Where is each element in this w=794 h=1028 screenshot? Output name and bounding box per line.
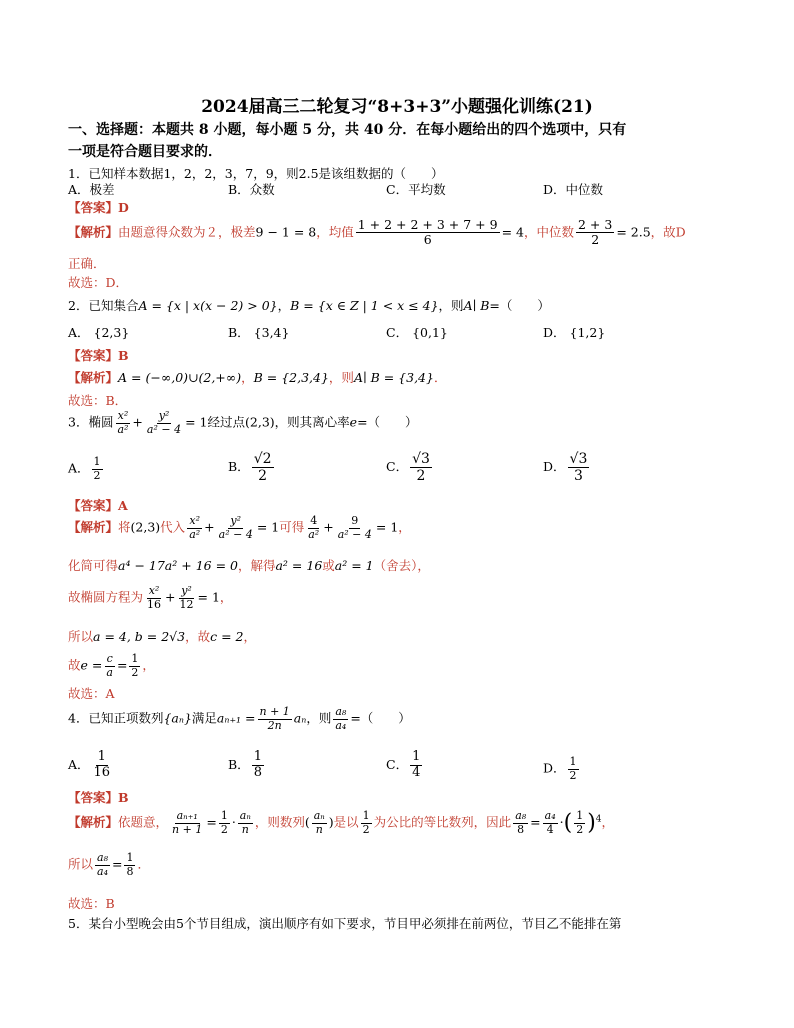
fraction-denominator: 2n [267,718,282,732]
fraction-numerator: 1 [569,755,577,768]
fraction-denominator: a² − 4 [146,422,182,436]
fraction-numerator: c [106,652,113,665]
option-label: D． [543,760,566,776]
section-heading-line-1: 一、选择题：本题共 8 小题，每小题 5 分，共 40 分．在每小题给出的四个选项中，只有 [68,122,627,138]
stem-text: 2．已知集合 [68,298,139,313]
target-ratio [333,706,348,732]
math-set-b: B = {x ∈ Z | 1 < x ≤ 4} [290,298,439,313]
question-3-stem: 3．椭圆 $\frac{\text{x²}}{\text{a²}}$ + $\frac{\text{y²}}{\text{a² − 4}}$ = 1经过点(2,3)，则其离心率e=（ ） [68,409,418,436]
analysis-text: ， [601,814,615,830]
fraction-numerator: y² [158,409,170,422]
question-1-analysis-line-2: 正确． [68,256,106,271]
stem-text: =（ ） [357,414,418,430]
answer-value: A [118,498,128,513]
option-fraction [568,756,579,782]
section-heading-line-2: 一项是符合题目要求的． [68,144,222,160]
math-equals-one: = 1 [185,414,208,430]
analysis-text: 代入 [160,519,186,535]
substituted-x-term [306,515,321,541]
analysis-text: ， [398,519,411,535]
fraction-denominator: 2 [569,768,577,782]
option-fraction [410,451,432,484]
math-equals-one: = 1 [256,519,280,535]
lhs-fraction [170,810,204,836]
fraction-numerator: 1 [126,851,134,864]
fraction-denominator: 4 [412,764,421,780]
fraction-denominator: n [315,822,323,836]
analysis-label: 【解析】 [68,814,119,830]
ratio-half [361,810,372,836]
stem-text: 经过点 [207,414,246,430]
analysis-text: 可得 [279,519,305,535]
fraction-denominator: 2 [362,822,370,836]
question-3-option-a [68,456,105,482]
question-2-option-b [228,323,289,341]
fraction-denominator: a² − 4 [337,527,372,541]
fraction-denominator: 8 [126,864,134,878]
power-base [574,810,585,836]
analysis-text: 依题意， [118,814,169,830]
answer-value: B [118,348,129,363]
answer-value: B [118,790,129,805]
fraction-denominator: 2 [131,665,139,679]
question-1-stem: 1．已知样本数据1，2，2，3，7，9，则2.5是该组数据的（ ） [68,166,444,181]
answer-label: 【答案】 [68,348,119,363]
fraction-denominator: 2 [576,822,584,836]
stem-text: =（ ） [489,298,550,313]
fraction-numerator: 1 [412,749,421,764]
question-2-option-a [68,323,129,341]
option-label: A． [68,325,90,340]
question-3-analysis-line-4 [68,627,256,645]
ellipse-x-term [187,515,202,541]
fraction-numerator: x² [148,584,160,597]
option-label: A． [68,756,90,772]
option-label: D． [543,459,566,475]
question-4-option-b [228,750,266,781]
math-set-a: A = {x | x(x − 2) > 0} [138,298,278,313]
question-3-answer [68,496,128,514]
math-exponent: 4 [595,814,602,825]
fraction-denominator: 16 [93,764,111,780]
math-range: 9 − 1 = 8 [255,224,317,240]
fraction-numerator: 2 + 3 [578,217,613,232]
answer-value: D [118,200,129,215]
fraction-denominator: 8 [253,764,262,780]
question-3-analysis-line-3: 故椭圆方程为 $\frac{\text{x²}}{16}$ + $\frac{\text{y²}}{12}$ = 1， [68,584,233,611]
analysis-text: 故椭圆方程为 [68,589,144,605]
rhs-fraction [238,810,253,836]
math-sequence: {aₙ} [163,710,192,726]
analysis-text: 所以 [68,856,94,872]
question-3-analysis-line-1: 【解析】将(2,3)代入 $\frac{\text{x²}}{\text{a²}}$ + $\frac{\text{y²}}{\text{a² − 4}}$ = 1可得 $\frac{4}{\text{a²}}$ + $\frac{9}{\text{a² − 4}}$ = 1， [68,514,411,541]
fraction-denominator: 12 [179,597,194,611]
fraction-denominator: 2 [258,468,268,485]
analysis-text: ， [142,657,155,673]
fraction-denominator: 4 [546,822,554,836]
option-label: B． [228,459,250,475]
fraction-numerator: 1 [253,749,262,764]
fraction-denominator: a² [308,527,320,541]
fraction-numerator: y² [181,584,192,597]
question-3-analysis-line-5 [68,653,155,679]
fraction-numerator: 9 [351,514,359,527]
sequence-fraction [312,810,327,836]
question-3-analysis-line-2 [68,556,430,574]
question-1-answer [68,198,129,216]
option-fraction [568,451,590,484]
option-label: C． [386,756,409,772]
fraction-numerator: x² [117,409,129,422]
analysis-text: ，则数列 [254,814,305,830]
option-label: C． [386,325,409,340]
analysis-text: ， [241,370,254,385]
question-2-choice: 故选：B． [68,393,128,408]
math-median: = 2.5 [616,224,651,240]
math-quartic: a⁴ − 17a² + 16 = 0 [118,558,238,573]
analysis-text: ． [137,856,150,872]
question-1-option-d: D．中位数 [543,182,604,197]
option-label: B． [228,325,250,340]
math-recurrence-rhs: aₙ [293,710,307,726]
stem-text: ， [277,298,291,313]
analysis-text: 所以 [68,629,94,644]
math-ab: a = 4, b = 2√3 [93,629,186,644]
question-4-option-a [68,750,114,781]
question-1-analysis-line-1 [68,218,686,248]
fraction-numerator: 1 [97,749,106,764]
fraction-numerator: 1 [131,652,139,665]
fraction-numerator: aₙ [313,809,325,822]
question-3-option-d [543,451,591,484]
fraction-denominator: a₄ [335,718,347,732]
option-fraction [252,451,274,484]
option-value: {1,2} [569,325,606,340]
answer-label: 【答案】 [68,200,119,215]
fraction-denominator: 2 [416,468,426,485]
math-point: (2,3) [245,414,275,430]
fraction-numerator: n + 1 [259,705,290,718]
analysis-text: ， [243,629,256,644]
fraction-numerator: √2 [253,451,272,467]
question-2-option-d [543,323,605,341]
half-fraction [219,810,230,836]
stem-text: 满足 [191,710,217,726]
fraction-denominator: 8 [517,822,525,836]
math-point: (2,3) [130,519,161,535]
question-3-option-c [386,451,434,484]
question-2-analysis [68,368,446,386]
stem-text: ，则其离心率 [274,414,350,430]
question-2-option-c [386,323,448,341]
question-4-analysis-line-2 [68,852,150,878]
math-intersection-result: A∣ B = {3,4} [353,370,434,385]
option-value: {0,1} [412,325,448,340]
fraction-denominator: n [241,822,249,836]
math-equals: = [530,814,541,830]
analysis-text: 故 [68,657,81,673]
math-dot: · [231,814,236,830]
target-ratio [95,852,110,878]
question-4-option-d [543,756,581,782]
ellipse-y-term [178,585,196,611]
math-root-2: a² = 1 [334,558,374,573]
option-label: D． [543,325,566,340]
analysis-text: 或 [322,558,335,573]
ellipse-y-term [217,515,255,541]
a4-over-4 [543,810,558,836]
fraction-numerator: 1 [93,455,101,468]
math-intersection: A∣ B [463,298,490,313]
fraction-numerator: 1 + 2 + 2 + 3 + 7 + 9 [357,217,498,232]
fraction-numerator: 4 [310,514,318,527]
analysis-text: 将 [118,519,131,535]
option-label: A． [68,460,90,476]
ellipse-y-term [145,410,183,436]
mean-fraction [356,218,500,248]
fraction-denominator: 2 [591,232,600,248]
a8-over-8 [513,810,528,836]
math-eccentricity: e [349,414,358,430]
fraction-numerator: 1 [576,809,584,822]
math-equals: = [206,814,217,830]
option-fraction [252,750,264,781]
answer-label: 【答案】 [68,498,119,513]
fraction-denominator: 6 [423,232,432,248]
question-1-option-a: A．极差 [68,182,115,197]
question-4-choice: 故选：B [68,896,115,911]
analysis-text: ． [433,370,447,385]
option-label: B． [228,756,250,772]
question-2-answer [68,346,129,364]
option-fraction [410,750,422,781]
fraction-numerator: √3 [412,451,430,467]
question-2-stem [68,296,550,314]
ratio-fraction [104,653,115,679]
stem-text: ，则 [438,298,464,313]
question-1-choice: 故选：D． [68,275,129,290]
question-3-option-b [228,451,276,484]
result-fraction [124,852,135,878]
math-equals: = [116,657,128,673]
fraction-denominator: a² [117,422,129,436]
fraction-denominator: a² [189,527,201,541]
analysis-text: ，故D [650,224,686,240]
math-equals-one: = 1 [375,519,399,535]
fraction-denominator: a [106,665,113,679]
math-recurrence-lhs: aₙ₊₁ = [216,710,256,726]
option-label: C． [386,459,409,475]
fraction-numerator: a₈ [97,851,108,864]
fraction-numerator: a₄ [544,809,556,822]
math-equals-one: = 1 [197,589,220,605]
analysis-label: 【解析】 [68,519,119,535]
question-4-answer [68,788,129,806]
fraction-numerator: a₈ [515,809,527,822]
fraction-numerator: x² [189,514,200,527]
page-title: 2024届高三二轮复习“8+3+3”小题强化训练(21) [201,97,593,117]
median-fraction [576,218,614,248]
result-fraction [129,653,140,679]
stem-text: ，则 [306,710,332,726]
fraction-numerator: √3 [569,451,588,467]
fraction-denominator: n + 1 [172,822,203,836]
ellipse-x-term [145,585,163,611]
analysis-text: ，中位数 [523,224,574,240]
analysis-text: 是以 [333,814,359,830]
substituted-y-term [336,515,374,541]
fraction-denominator: 2 [93,468,101,482]
option-value: {3,4} [253,325,290,340]
fraction-numerator: a₈ [335,705,347,718]
math-set-a-solved: A = (−∞,0)∪(2,+∞) [118,370,242,385]
option-fraction [92,750,113,781]
fraction-denominator: 2 [220,822,228,836]
fraction-numerator: aₙ [239,809,251,822]
question-5-stem: 5．某台小型晚会由5个节目组成，演出顺序有如下要求，节目甲必须排在前两位，节目乙不能排在第 [68,916,622,931]
analysis-text: ，均值 [316,224,354,240]
fraction-numerator: aₙ₊₁ [176,809,198,822]
analysis-label: 【解析】 [68,370,119,385]
analysis-label: 【解析】 [68,224,119,240]
fraction-denominator: a² − 4 [218,527,253,541]
math-root-1: a² = 16 [275,558,323,573]
stem-text: =（ ） [350,710,411,726]
fraction-denominator: 16 [147,597,162,611]
analysis-text: 化简可得 [68,558,119,573]
fraction-denominator: 3 [573,468,583,485]
stem-text: 4．已知正项数列 [68,710,164,726]
question-4-analysis-line-1: 【解析】依题意， $\frac{\text{aₙ₊₁}}{n + 1}$ = $\frac{1}{2}$ · $\frac{\text{aₙ}}{n}$ ，则数列( $\frac{\text{aₙ}}{n}$ )是以 $\frac{1}{2}$ 为公比的等比数列，因此 $\frac{\text{a₈}}{8}$ = $\frac{\text{a₄}}{4}$ ·( $\frac{1}{2}$ )$^4$， [68,809,615,836]
option-value: {2,3} [93,325,130,340]
question-3-choice: 故选：A [68,686,115,701]
analysis-text: 为公比的等比数列，因此 [373,814,512,830]
question-1-option-b: B．众数 [228,182,275,197]
stem-text: 3．椭圆 [68,414,114,430]
question-4-option-c [386,750,424,781]
analysis-text: ，则 [328,370,354,385]
answer-label: 【答案】 [68,790,119,805]
analysis-text: ， [219,589,233,605]
math-dot: · [559,814,564,830]
ellipse-x-term [115,410,130,436]
fraction-numerator: 1 [220,809,228,822]
recurrence-fraction [258,706,292,732]
analysis-text: ，解得 [237,558,276,573]
question-1-option-c: C．平均数 [386,182,446,197]
math-set-b-solved: B = {2,3,4} [253,370,329,385]
analysis-text: ，故 [185,629,211,644]
math-mean: = 4 [501,224,524,240]
math-equals: = [111,856,123,872]
question-4-stem [68,706,411,732]
option-fraction [92,456,103,482]
fraction-denominator: a₄ [97,864,108,878]
fraction-numerator: 1 [362,809,370,822]
math-e: e = [80,657,103,673]
math-c: c = 2 [210,629,244,644]
analysis-text: 由题意得众数为２，极差 [118,224,256,240]
analysis-text: （舍去）， [373,558,430,573]
fraction-numerator: y² [230,514,242,527]
